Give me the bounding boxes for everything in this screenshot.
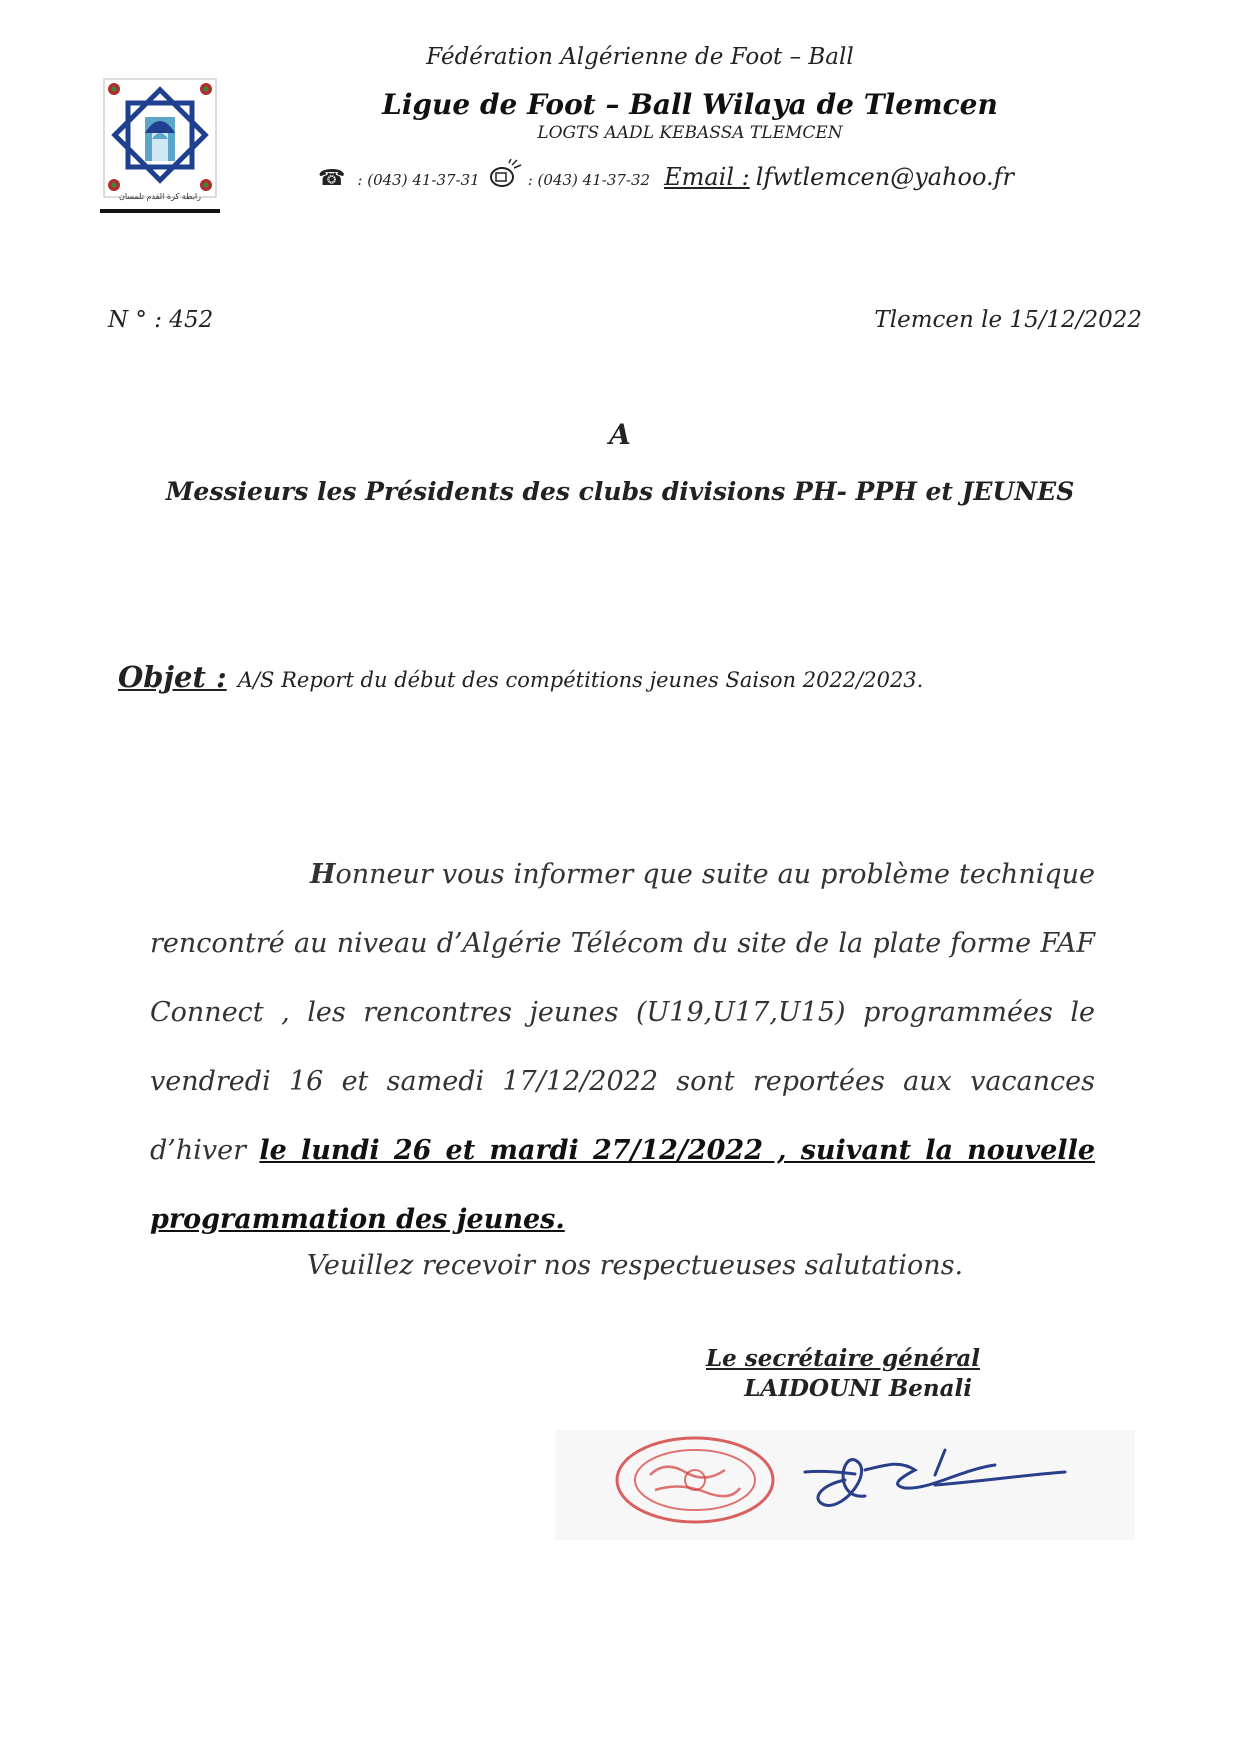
- subject-line: [118, 660, 923, 694]
- svg-text:رابطة كرة القدم تلمسان: رابطة كرة القدم تلمسان: [118, 192, 202, 201]
- phone-number: : (043) 41-37-31: [357, 171, 480, 189]
- contact-line: [318, 155, 1098, 191]
- phone-icon: ☎: [318, 166, 346, 191]
- email-address: lfwtlemcen@yahoo.fr: [755, 163, 1014, 191]
- place-date: Tlemcen le 15/12/2022: [874, 307, 1142, 333]
- league-logo: [100, 75, 220, 215]
- signatory-name: LAIDOUNI Benali: [744, 1375, 972, 1402]
- closing-salutation: Veuillez recevoir nos respectueuses salutations.: [306, 1250, 964, 1281]
- body-initial: H: [310, 859, 336, 890]
- recipient-to: A: [609, 418, 631, 451]
- recipient-addressee: Messieurs les Présidents des clubs divisions PH- PPH et JEUNES: [165, 477, 1075, 506]
- subject-text: A/S Report du début des compétitions jeunes Saison 2022/2023.: [237, 668, 924, 692]
- subject-label: Objet :: [118, 660, 227, 694]
- email-label: Email :: [664, 163, 750, 191]
- body-text: onneur vous informer que suite au problème technique rencontré au niveau d’Algérie Télécom du site de la plate forme FAF Connect , les rencontres jeunes (U19,U17,U15) programmées le vendredi 16 et samedi 17/12/2022 sont reportées aux vacances d’hiver: [150, 859, 1095, 1166]
- fax-icon: [488, 159, 522, 189]
- league-address: LOGTS AADL KEBASSA TLEMCEN: [537, 123, 843, 143]
- fax-number: : (043) 41-37-32: [527, 171, 651, 189]
- reference-number: N ° : 452: [108, 307, 214, 333]
- signatory-title: Le secrétaire général: [705, 1345, 980, 1372]
- body-emphasis: le lundi 26 et mardi 27/12/2022 , suivant la nouvelle programmation des jeunes.: [150, 1135, 1095, 1235]
- logo-underline: [100, 209, 220, 213]
- stamp-and-signature: [555, 1430, 1135, 1540]
- federation-name: Fédération Algérienne de Foot – Ball: [426, 44, 854, 70]
- body-paragraph: [150, 840, 1095, 1254]
- league-name: Ligue de Foot – Ball Wilaya de Tlemcen: [382, 88, 998, 121]
